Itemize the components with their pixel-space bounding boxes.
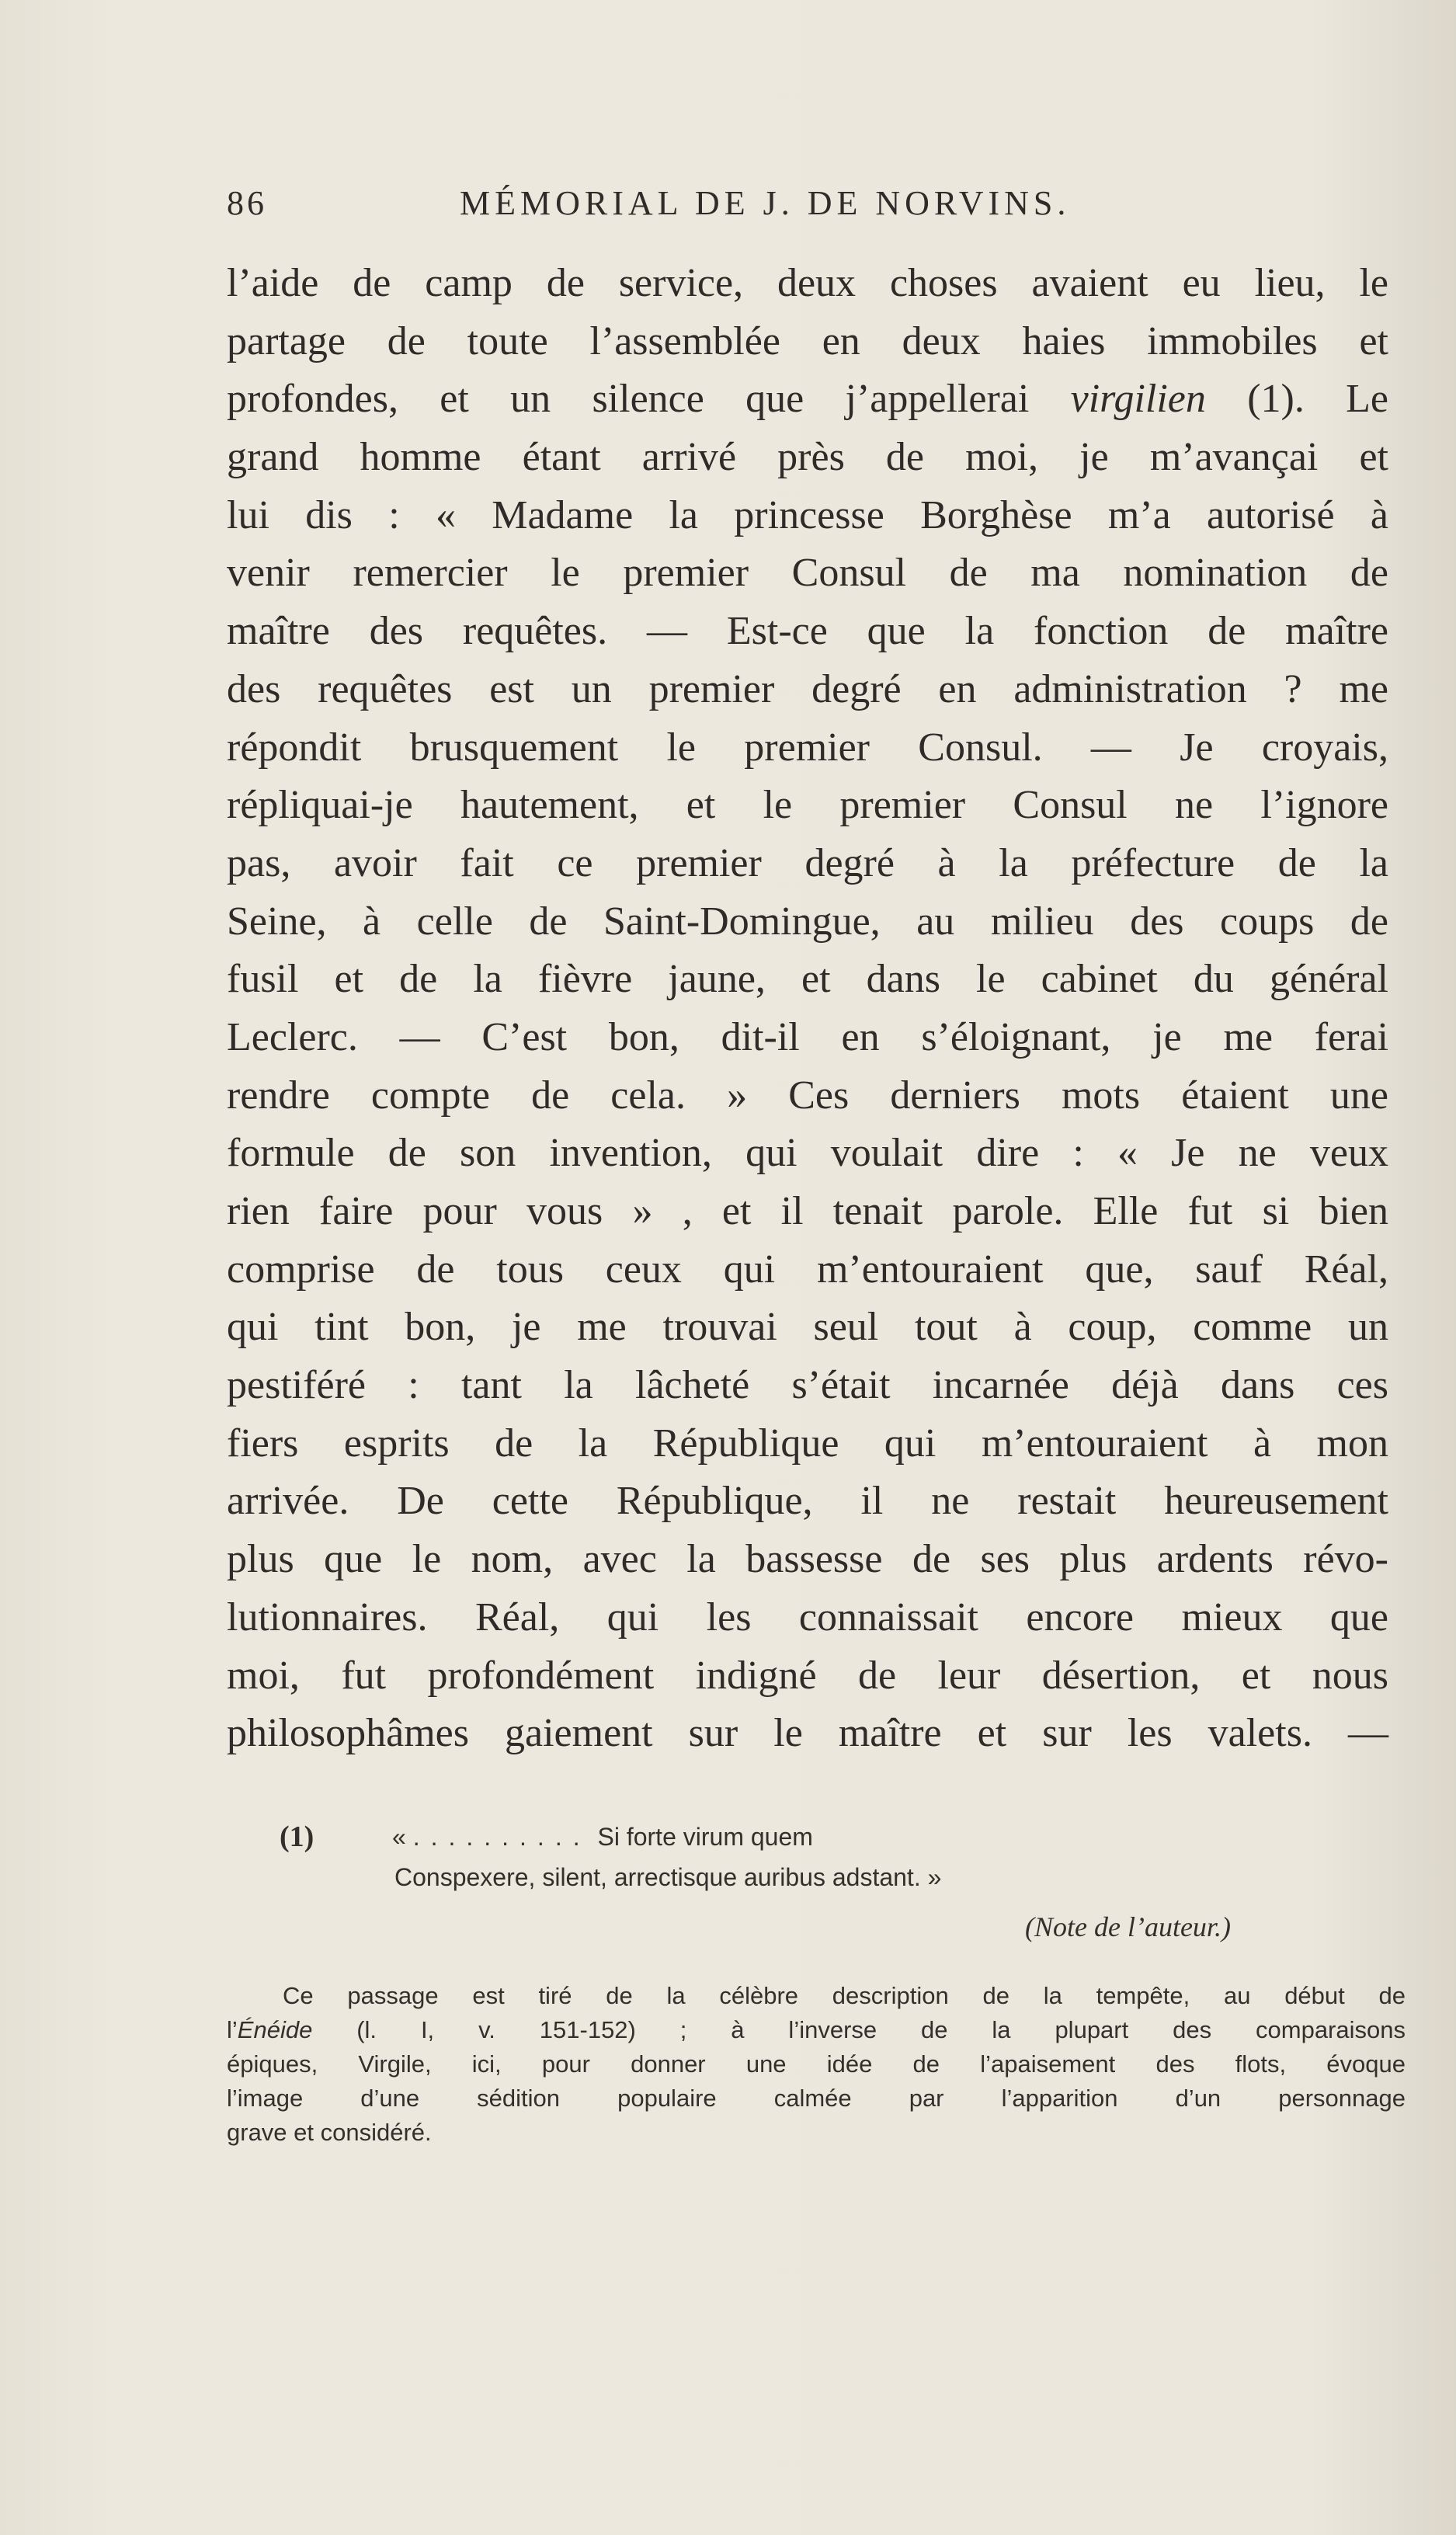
text-line: venir remercier le premier Consul de ma nomination de [227, 551, 1388, 596]
editor-note-line: épiques, Virgile, ici, pour donner une idée de l’apaisement des flots, évoque [227, 2050, 1406, 2078]
editor-note-line: Ce passage est tiré de la célèbre description de la tempête, au début de [283, 1982, 1406, 2009]
text-line: philosophâmes gaiement sur le maître et sur les valets. — [227, 1711, 1388, 1756]
text-line: partage de toute l’assemblée en deux haies immobiles et [227, 318, 1388, 363]
text-segment: profondes, et un silence que j’appellerai [227, 377, 1030, 422]
footnote-reference: (1). Le [1247, 377, 1389, 422]
text-line: Seine, à celle de Saint-Domingue, au milieu des coups de [227, 899, 1388, 944]
text-line: fusil et de la fièvre jaune, et dans le cabinet du général [227, 957, 1388, 1002]
main-text [227, 255, 1388, 1763]
page-number: 86 [227, 184, 267, 222]
editor-note [227, 1979, 1406, 2150]
text-line: moi, fut profondément indigné de leur désertion, et nous [227, 1653, 1388, 1698]
text-line: répliquai-je hautement, et le premier Consul ne l’ignore [227, 783, 1388, 828]
text-line: rendre compte de cela. » Ces derniers mots étaient une [227, 1073, 1388, 1118]
text-line: plus que le nom, avec la bassesse de ses plus ardents révo- [227, 1537, 1388, 1582]
quote-text: Si forte virum quem [597, 1823, 813, 1851]
text-line: comprise de tous ceux qui m’entouraient que, sauf Réal, [227, 1247, 1388, 1292]
text-line: maître des requêtes. — Est-ce que la fonction de maître [227, 609, 1388, 654]
text-line: lui dis : « Madame la princesse Borghèse m’a autorisé à [227, 492, 1388, 537]
text-line: fiers esprits de la République qui m’entouraient à mon [227, 1421, 1388, 1466]
italic-word: virgilien [1070, 377, 1206, 422]
text-line: Leclerc. — C’est bon, dit-il en s’éloignant, je me ferai [227, 1014, 1388, 1059]
text-line-with-italic [227, 370, 1388, 429]
text-line: pestiféré : tant la lâcheté s’était incarnée déjà dans ces [227, 1363, 1388, 1408]
text-line: arrivée. De cette République, il ne restait heureusement [227, 1479, 1388, 1524]
text-line: lutionnaires. Réal, qui les connaissait encore mieux que [227, 1594, 1388, 1640]
editor-note-line [227, 2013, 1406, 2047]
footnote-marker: (1) [280, 1820, 314, 1853]
italic-title: Énéide [237, 2016, 313, 2043]
text-segment: (l. I, v. 151-152) ; à l’inverse de la plupart des comparaisons [356, 2016, 1406, 2043]
text-line: grand homme étant arrivé près de moi, je m’avançai et [227, 435, 1388, 480]
text-line: qui tint bon, je me trouvai seul tout à coup, comme un [227, 1305, 1388, 1350]
text-line: des requêtes est un premier degré en administration ? me [227, 666, 1388, 711]
text-segment: l’ [227, 2016, 238, 2043]
footnote-quote-line-2: Conspexere, silent, arrectisque auribus adstant. » [394, 1863, 942, 1891]
ellipsis-dots: .......... [412, 1823, 591, 1851]
text-line: pas, avoir fait ce premier degré à la préfecture de la [227, 840, 1388, 885]
running-head [227, 183, 1118, 230]
editor-note-line: l’image d’une sédition populaire calmée par l’apparition d’un personnage [227, 2085, 1406, 2112]
text-line: formule de son invention, qui voulait dire : « Je ne veux [227, 1131, 1388, 1176]
text-line: l’aide de camp de service, deux choses avaient eu lieu, le [227, 261, 1388, 305]
footnote-attribution: (Note de l’auteur.) [1025, 1911, 1231, 1942]
text-line: répondit brusquement le premier Consul. — Je croyais, [227, 725, 1388, 770]
footnote-quote-line-1 [392, 1817, 1355, 1856]
quote-open: « [392, 1823, 406, 1851]
editor-note-line: grave et considéré. [227, 2119, 432, 2146]
running-title: MÉMORIAL DE J. DE NORVINS. [460, 184, 1071, 222]
text-line: rien faire pour vous » , et il tenait parole. Elle fut si bien [227, 1189, 1388, 1233]
